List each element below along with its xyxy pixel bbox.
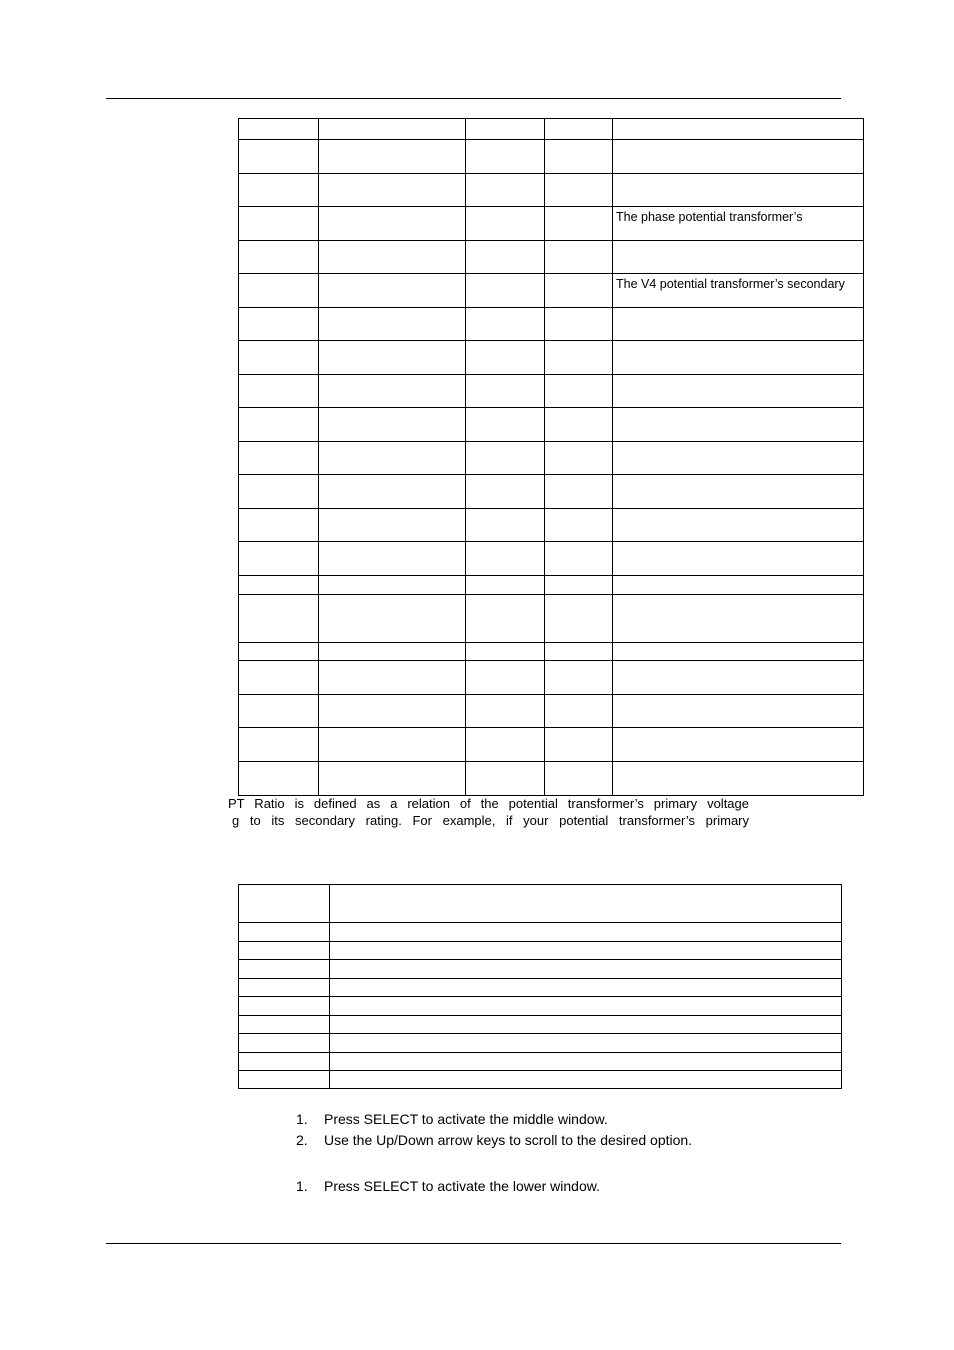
table-cell: [545, 728, 613, 762]
table-cell: [239, 241, 319, 274]
table-cell: [613, 442, 864, 475]
table-row: [239, 174, 864, 207]
table-cell: [330, 923, 842, 942]
step-number: 1.: [296, 1178, 308, 1194]
table-cell: [466, 542, 545, 576]
table-cell: [466, 475, 545, 509]
table-cell: [330, 1053, 842, 1071]
table-cell: [319, 695, 466, 728]
table-row: [239, 728, 864, 762]
table-cell: [239, 274, 319, 308]
table-cell: [319, 408, 466, 442]
settings-table: [238, 118, 864, 796]
table-cell: [330, 960, 842, 979]
table-header-row: [239, 885, 842, 923]
table-cell: [613, 241, 864, 274]
table-cell: [319, 241, 466, 274]
table-cell: [545, 542, 613, 576]
table-row: [239, 1053, 842, 1071]
table-row: [239, 661, 864, 695]
table-cell: [545, 140, 613, 174]
table-cell: [239, 923, 330, 942]
table-cell: [466, 308, 545, 341]
table-row: [239, 408, 864, 442]
table-cell: [239, 643, 319, 661]
step-text: Use the Up/Down arrow keys to scroll to the desired option.: [324, 1132, 693, 1148]
table-cell: [330, 1071, 842, 1089]
table-cell: [319, 576, 466, 595]
table-cell: [466, 728, 545, 762]
table-cell: [545, 661, 613, 695]
table-cell: [545, 762, 613, 796]
table-cell: [613, 728, 864, 762]
table-cell: [239, 442, 319, 475]
table-cell: [239, 595, 319, 643]
table-cell: [239, 695, 319, 728]
table-cell: [239, 1071, 330, 1089]
table-cell: [545, 274, 613, 308]
table-cell: [466, 241, 545, 274]
step-text: Press SELECT to activate the lower window.: [324, 1178, 600, 1194]
table-cell: [613, 475, 864, 509]
table-cell: [545, 341, 613, 375]
table-cell: [466, 274, 545, 308]
table-cell: [319, 442, 466, 475]
table-row: [239, 1071, 842, 1089]
table-cell: [319, 595, 466, 643]
table-cell: [545, 207, 613, 241]
table-cell: [239, 119, 319, 140]
table-row: [239, 1016, 842, 1034]
table-cell: [319, 341, 466, 375]
step-number: 2.: [296, 1132, 308, 1148]
table-cell: [319, 174, 466, 207]
table-row: [239, 509, 864, 542]
table-cell: [319, 509, 466, 542]
table-cell: [319, 375, 466, 408]
table-cell: [613, 542, 864, 576]
table-cell: The phase potential transformer’s: [613, 207, 864, 241]
table-cell: [466, 762, 545, 796]
table-cell: [239, 997, 330, 1016]
table-cell: [330, 979, 842, 997]
table-cell: [330, 885, 842, 923]
step-lower-1: [296, 1177, 600, 1195]
table-row: [239, 442, 864, 475]
table-cell: [239, 308, 319, 341]
table-cell: [613, 643, 864, 661]
table-cell: [239, 140, 319, 174]
table-cell: [613, 661, 864, 695]
table-row: [239, 341, 864, 375]
table-row: [239, 1034, 842, 1053]
table-cell: [239, 509, 319, 542]
table-cell: [239, 979, 330, 997]
table-cell: [613, 140, 864, 174]
option-table: [238, 884, 842, 1089]
table-cell: [613, 375, 864, 408]
table-cell: [319, 207, 466, 241]
table-cell: [239, 542, 319, 576]
pt-ratio-paragraph-line-1: PT Ratio is defined as a relation of the potential transformer’s primary voltage: [228, 796, 749, 811]
table-row: [239, 643, 864, 661]
table-row: [239, 274, 864, 308]
table-cell: [466, 576, 545, 595]
table-cell: [466, 442, 545, 475]
table-cell: [466, 174, 545, 207]
table-cell: [239, 728, 319, 762]
table-row: [239, 375, 864, 408]
table-cell: [239, 960, 330, 979]
table-cell: [613, 341, 864, 375]
table-cell: [613, 509, 864, 542]
step-number: 1.: [296, 1111, 308, 1127]
table-cell: [466, 509, 545, 542]
table-cell: [239, 341, 319, 375]
table-cell: [319, 542, 466, 576]
table-row: [239, 997, 842, 1016]
table-cell: [239, 207, 319, 241]
table-cell: The V4 potential transformer’s secondary: [613, 274, 864, 308]
table-cell: [319, 661, 466, 695]
table-cell: [466, 140, 545, 174]
table-cell: [239, 762, 319, 796]
table-cell: [466, 695, 545, 728]
table-cell: [239, 661, 319, 695]
table-cell: [330, 1016, 842, 1034]
table-row: [239, 979, 842, 997]
table-cell: [319, 119, 466, 140]
step-middle-2: [296, 1131, 692, 1149]
table-row: [239, 140, 864, 174]
table-header-row: [239, 119, 864, 140]
table-cell: [545, 442, 613, 475]
table-row: [239, 762, 864, 796]
table-cell: [545, 475, 613, 509]
table-cell: [239, 1053, 330, 1071]
table-cell: [545, 174, 613, 207]
table-cell: [466, 408, 545, 442]
table-cell: [613, 695, 864, 728]
table-cell: [466, 119, 545, 140]
table-row: [239, 960, 842, 979]
table-cell: [239, 942, 330, 960]
table-cell: [319, 728, 466, 762]
table-cell: [239, 174, 319, 207]
table-cell: [239, 1034, 330, 1053]
table-cell: [613, 119, 864, 140]
table-cell: [545, 119, 613, 140]
table-cell: [613, 308, 864, 341]
table-cell: [466, 207, 545, 241]
table-cell: [613, 762, 864, 796]
table-cell: [239, 576, 319, 595]
table-cell: [545, 509, 613, 542]
table-cell: [319, 762, 466, 796]
table-row: [239, 475, 864, 509]
table-cell: [613, 174, 864, 207]
table-cell: [466, 595, 545, 643]
table-cell: [545, 241, 613, 274]
table-cell: [613, 408, 864, 442]
table-cell: [330, 942, 842, 960]
table-row: [239, 576, 864, 595]
step-text: Press SELECT to activate the middle window.: [324, 1111, 608, 1127]
table-cell: [613, 576, 864, 595]
table-cell: [239, 408, 319, 442]
table-cell: [319, 475, 466, 509]
table-cell: [319, 140, 466, 174]
table-cell: [466, 375, 545, 408]
header-rule: [106, 98, 841, 99]
table-cell: [545, 643, 613, 661]
table-cell: [319, 308, 466, 341]
table-cell: [545, 576, 613, 595]
table-row: [239, 942, 842, 960]
table-row: [239, 207, 864, 241]
table-cell: [466, 661, 545, 695]
footer-rule: [106, 1243, 841, 1244]
pt-ratio-paragraph-line-2: g to its secondary rating. For example, if your potential transformer’s primary: [232, 813, 749, 828]
table-cell: [545, 408, 613, 442]
table-cell: [466, 341, 545, 375]
table-cell: [545, 695, 613, 728]
table-row: [239, 542, 864, 576]
table-cell: [239, 375, 319, 408]
table-cell: [330, 1034, 842, 1053]
table-cell: [545, 308, 613, 341]
table-row: [239, 695, 864, 728]
step-middle-1: [296, 1110, 608, 1128]
table-cell: [613, 595, 864, 643]
table-row: [239, 595, 864, 643]
table-cell: [319, 643, 466, 661]
table-cell: [239, 885, 330, 923]
table-row: [239, 308, 864, 341]
table-cell: [239, 475, 319, 509]
table-cell: [319, 274, 466, 308]
table-cell: [330, 997, 842, 1016]
table-cell: [466, 643, 545, 661]
table-cell: [545, 595, 613, 643]
table-row: [239, 241, 864, 274]
table-cell: [545, 375, 613, 408]
table-cell: [239, 1016, 330, 1034]
table-row: [239, 923, 842, 942]
